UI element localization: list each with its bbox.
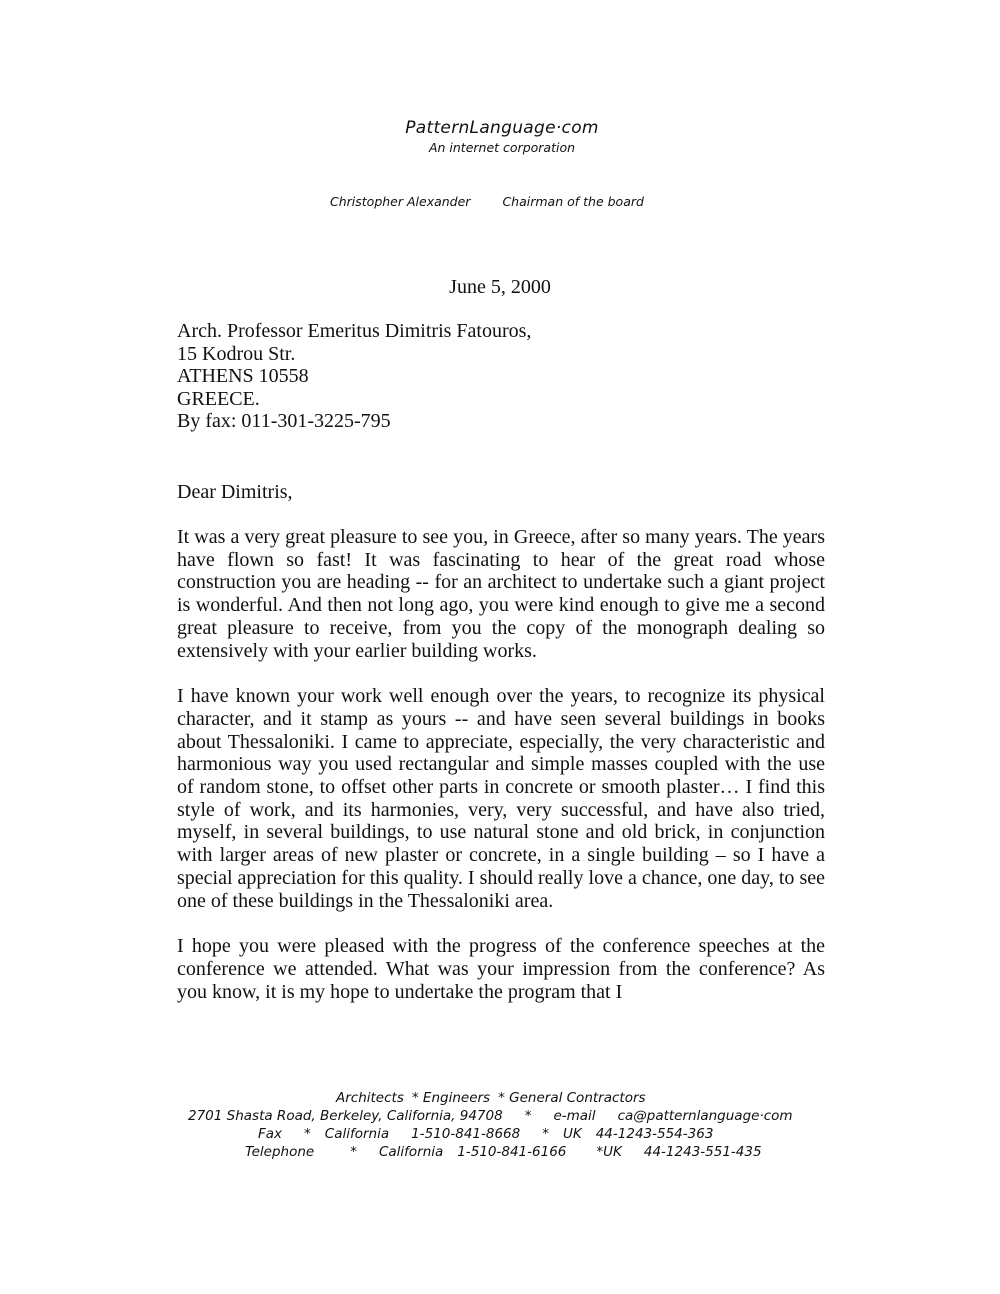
email-address: ca@patternlanguage·com	[617, 1108, 793, 1124]
body-paragraph: I hope you were pleased with the progress of the conference speeches at the conference we attended. What was your impression from the conference? As you know, it is my hope to undertake the program that I	[177, 935, 825, 1003]
fax-label: Fax	[258, 1126, 283, 1142]
letter-body	[177, 526, 825, 1003]
recipient-line: ATHENS 10558	[177, 365, 309, 388]
separator: *	[542, 1126, 549, 1142]
separator: *	[304, 1126, 311, 1142]
footer-services	[336, 1089, 646, 1107]
street-address: 2701 Shasta Road, Berkeley, California, 94708	[188, 1108, 503, 1124]
separator: *	[411, 1090, 419, 1106]
letter-date: June 5, 2000	[449, 276, 551, 298]
recipient-fax: By fax: 011-301-3225-795	[177, 410, 391, 433]
footer-address	[188, 1107, 793, 1125]
telephone-california-label: California	[378, 1144, 444, 1160]
service-engineers: Engineers	[422, 1090, 491, 1106]
footer-fax	[258, 1125, 713, 1143]
officer-name: Christopher Alexander	[330, 194, 471, 209]
separator: *	[350, 1144, 357, 1160]
telephone-california-number: 1-510-841-6166	[457, 1144, 567, 1160]
company-tagline: An internet corporation	[428, 140, 576, 155]
recipient-line: 15 Kodrou Str.	[177, 342, 296, 365]
recipient-address	[177, 320, 531, 433]
fax-california-label: California	[324, 1126, 390, 1142]
recipient-line: GREECE.	[177, 387, 260, 410]
body-paragraph: It was a very great pleasure to see you, in Greece, after so many years. The years have flown so fast! It was fascinating to hear of the great road whose construction you are heading -- for an architect to undertake such a giant project is wonderful. And then not long ago, you were kind enough to give me a second great pleasure to receive, from you the copy of the monograph dealing so extensively with your earlier building works.	[177, 526, 825, 662]
officer-line	[330, 194, 644, 209]
separator: *	[596, 1144, 604, 1160]
salutation: Dear Dimitris,	[177, 481, 293, 503]
fax-uk-label: UK	[562, 1126, 582, 1142]
company-name: PatternLanguage·com	[405, 118, 599, 138]
email-label: e-mail	[553, 1108, 596, 1124]
recipient-line: Arch. Professor Emeritus Dimitris Fatouros,	[177, 320, 532, 342]
service-architects: Architects	[336, 1090, 404, 1106]
body-paragraph: I have known your work well enough over the years, to recognize its physical character, and it stamp as yours -- and have seen several buildings in books about Thessaloniki. I came to appreciate, especially, the very characteristic and harmonious way you used rectangular and simple masses coupled with the use of random stone, to offset other parts in concrete or smooth plaster… I find this style of work, and its harmonies, very, very successful, and have also tried, myself, in several buildings, to use natural stone and old brick, in conjunction with larger areas of new plaster or concrete, in a single building – so I have a special appreciation for this quality. I should really love a chance, one day, to see one of these buildings in the Thessaloniki area.	[177, 685, 825, 912]
letterhead	[0, 117, 1000, 157]
service-contractors: General Contractors	[509, 1090, 646, 1106]
officer-title: Chairman of the board	[502, 194, 644, 209]
telephone-uk-label: UK	[603, 1144, 622, 1160]
separator: *	[498, 1090, 505, 1106]
separator: *	[524, 1108, 532, 1124]
fax-uk-number: 44-1243-554-363	[595, 1126, 714, 1142]
telephone-uk-number: 44-1243-551-435	[643, 1144, 762, 1160]
fax-california-number: 1-510-841-8668	[411, 1126, 521, 1142]
footer-telephone	[245, 1143, 762, 1161]
telephone-label: Telephone	[245, 1144, 315, 1160]
